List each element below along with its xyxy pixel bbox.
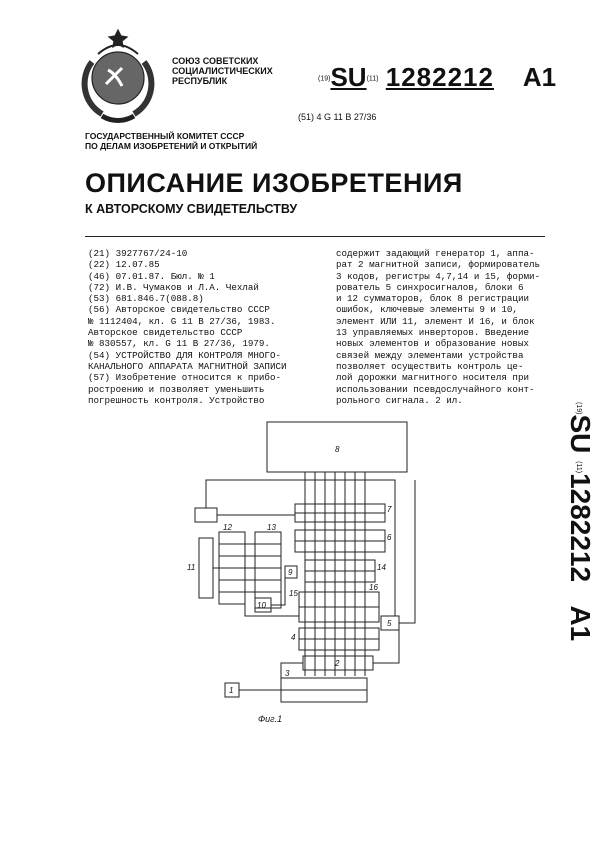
diagram-label-13: 13 <box>267 523 276 532</box>
diagram-label-12: 12 <box>223 523 232 532</box>
diagram-label-4: 4 <box>291 633 296 642</box>
biblio-line: Авторское свидетельство СССР <box>88 327 243 339</box>
block-13 <box>255 532 281 608</box>
publication-number <box>318 62 556 93</box>
diagram-label-1: 1 <box>229 686 234 695</box>
abstract-line: позволяет осуществить контроль це- <box>336 360 524 372</box>
diagram-label-10: 10 <box>257 601 266 610</box>
block-11-or <box>199 538 213 598</box>
biblio-line: (53) 681.846.7(088.8) <box>88 293 204 305</box>
ipc-classification: (51) 4 G 11 B 27/36 <box>298 112 377 122</box>
organization <box>172 56 273 86</box>
abstract-line: и 12 сумматоров, блок 8 регистрации <box>336 293 529 305</box>
diagram-label-5: 5 <box>387 619 392 628</box>
side-kind: A1 <box>565 605 596 642</box>
biblio-line: (22) 12.07.85 <box>88 259 160 271</box>
abstract-line: новых элементов и образование новых <box>336 338 529 350</box>
biblio-line: погрешность контроля. Устройство <box>88 394 265 406</box>
diagram-label-16: 16 <box>369 583 378 592</box>
diagram-label-2: 2 <box>335 659 340 668</box>
ussr-emblem <box>72 22 164 126</box>
biblio-line: (57) Изобретение относится к прибо- <box>88 372 281 384</box>
code-11: (11) <box>366 75 379 83</box>
side-code-19: (19) <box>574 402 582 415</box>
diagram-label-9: 9 <box>288 568 293 577</box>
side-number: 1282212 <box>565 473 596 583</box>
divider <box>85 236 545 237</box>
biblio-line: (72) И.В. Чумаков и Л.А. Чехлай <box>88 281 259 293</box>
side-patent-label <box>556 402 596 692</box>
abstract-line: лой дорожки магнитного носителя при <box>336 372 529 384</box>
abstract-line: 3 кодов, регистры 4,7,14 и 15, форми- <box>336 270 540 282</box>
diagram-label-11: 11 <box>187 563 196 572</box>
bibliographic-data <box>88 248 334 406</box>
block-18 <box>195 508 217 522</box>
kind-code: A1 <box>522 62 557 92</box>
abstract-line: ошибок, ключевые элементы 9 и 10, <box>336 304 518 316</box>
committee <box>85 131 257 151</box>
abstract-line: рат 2 магнитной записи, формирователь <box>336 259 540 271</box>
side-code-11: (11) <box>574 461 582 474</box>
country-code: SU <box>330 62 367 92</box>
abstract-line: содержит задающий генератор 1, аппа- <box>336 248 535 259</box>
diagram-label-6: 6 <box>387 533 392 542</box>
biblio-line: КАНАЛЬНОГО АППАРАТА МАГНИТНОЙ ЗАПИСИ <box>88 360 287 372</box>
organization-line: СОЦИАЛИСТИЧЕСКИХ <box>172 66 273 76</box>
document-subtitle: К АВТОРСКОМУ СВИДЕТЕЛЬСТВУ <box>85 202 298 216</box>
biblio-line: (46) 07.01.87. Бюл. № 1 <box>88 270 215 282</box>
diagram-label-3: 3 <box>285 669 290 678</box>
diagram-label-8: 8 <box>335 445 340 454</box>
organization-line: РЕСПУБЛИК <box>172 76 228 86</box>
diagram-label-15: 15 <box>289 589 298 598</box>
code-19: (19) <box>318 75 331 83</box>
abstract-text <box>336 248 558 406</box>
committee-line: ПО ДЕЛАМ ИЗОБРЕТЕНИЙ И ОТКРЫТИЙ <box>85 141 258 151</box>
biblio-line: № 830557, кл. G 11 B 27/36, 1979. <box>88 338 270 350</box>
figure-caption: Фиг.1 <box>258 714 283 724</box>
abstract-line: использовании псевдослучайного конт- <box>336 383 535 395</box>
biblio-line: № 1112404, кл. G 11 B 27/36, 1983. <box>88 315 276 327</box>
circuit-diagram <box>185 420 425 720</box>
organization-line: СОЮЗ СОВЕТСКИХ <box>172 56 259 66</box>
biblio-line: ростроению и позволяет уменьшить <box>88 383 265 395</box>
abstract-line: связей между элементами устройства <box>336 349 524 361</box>
diagram-label-7: 7 <box>387 505 392 514</box>
diagram-label-14: 14 <box>377 563 386 572</box>
abstract-line: элемент ИЛИ 11, элемент И 16, и блок <box>336 315 535 327</box>
committee-line: ГОСУДАРСТВЕННЫЙ КОМИТЕТ СССР <box>85 131 245 141</box>
patent-number: 1282212 <box>385 62 494 92</box>
document-title: ОПИСАНИЕ ИЗОБРЕТЕНИЯ <box>85 168 463 198</box>
abstract-line: рователь 5 синхросигналов, блоки 6 <box>336 281 524 293</box>
side-country: SU <box>565 414 596 454</box>
biblio-line: (56) Авторское свидетельство СССР <box>88 304 270 316</box>
abstract-line: рольного сигнала. 2 ил. <box>336 394 463 406</box>
biblio-line: (54) УСТРОЙСТВО ДЛЯ КОНТРОЛЯ МНОГО- <box>88 349 281 361</box>
biblio-line: (21) 3927767/24-10 <box>88 248 188 259</box>
abstract-line: 13 управляемых инверторов. Введение <box>336 327 529 339</box>
